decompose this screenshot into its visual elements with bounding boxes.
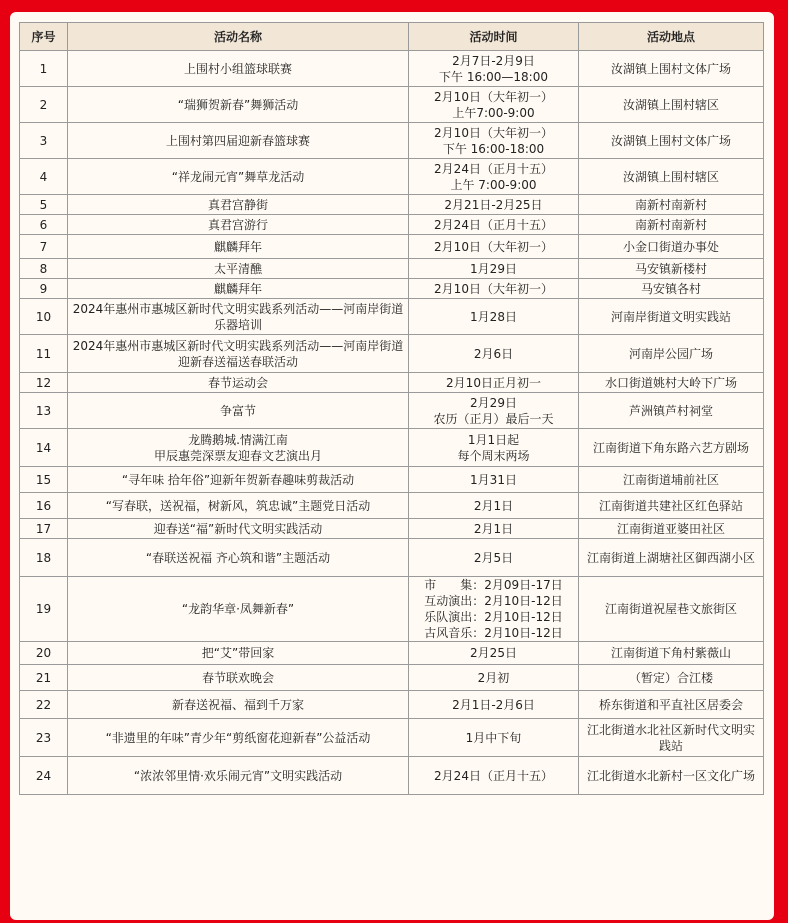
cell-time: 1月中下旬 (409, 719, 579, 757)
cell-place: 桥东街道和平直社区居委会 (579, 691, 764, 719)
cell-time: 2月7日-2月9日 下午 16:00—18:00 (409, 51, 579, 87)
cell-time: 2月21日-2月25日 (409, 195, 579, 215)
cell-place: 江北街道水北社区新时代文明实践站 (579, 719, 764, 757)
cell-place: 江南街道上湖塘社区御西湖小区 (579, 539, 764, 577)
cell-name: 麒麟拜年 (68, 279, 409, 299)
cell-no: 17 (20, 519, 68, 539)
header-place: 活动地点 (579, 23, 764, 51)
cell-time: 2月24日（正月十五） (409, 757, 579, 795)
cell-time: 2月25日 (409, 642, 579, 665)
cell-no: 18 (20, 539, 68, 577)
table-row (20, 195, 764, 215)
table-row (20, 123, 764, 159)
cell-no: 16 (20, 493, 68, 519)
cell-place: 江南街道埔前社区 (579, 467, 764, 493)
cell-time: 2月1日-2月6日 (409, 691, 579, 719)
cell-place: 汝湖镇上围村文体广场 (579, 123, 764, 159)
cell-name: “祥龙闹元宵”舞草龙活动 (68, 159, 409, 195)
cell-name: 龙腾鹅城.情满江南 甲辰惠莞深票友迎春文艺演出月 (68, 429, 409, 467)
table-row (20, 429, 764, 467)
cell-no: 8 (20, 259, 68, 279)
cell-place: 河南岸公园广场 (579, 335, 764, 373)
cell-place: 芦洲镇芦村祠堂 (579, 393, 764, 429)
table-row (20, 577, 764, 642)
cell-name: 把“艾”带回家 (68, 642, 409, 665)
cell-name: 争富节 (68, 393, 409, 429)
cell-name: 迎春送“福”新时代文明实践活动 (68, 519, 409, 539)
cell-no: 24 (20, 757, 68, 795)
cell-no: 20 (20, 642, 68, 665)
cell-place: （暂定）合江楼 (579, 665, 764, 691)
table-row (20, 467, 764, 493)
cell-time: 2月5日 (409, 539, 579, 577)
time-line: 古风音乐：2月10日-12日 (424, 626, 563, 640)
table-row (20, 373, 764, 393)
table-row (20, 691, 764, 719)
cell-place: 汝湖镇上围村辖区 (579, 159, 764, 195)
cell-name: “瑞狮贺新春”舞狮活动 (68, 87, 409, 123)
cell-time: 1月1日起 每个周末两场 (409, 429, 579, 467)
cell-name: 春节联欢晚会 (68, 665, 409, 691)
cell-place: 马安镇各村 (579, 279, 764, 299)
table-row (20, 519, 764, 539)
table-row (20, 493, 764, 519)
cell-time: 2月24日（正月十五） 上午 7:00-9:00 (409, 159, 579, 195)
cell-place: 江南街道祝屋巷文旅街区 (579, 577, 764, 642)
table-row (20, 335, 764, 373)
cell-no: 21 (20, 665, 68, 691)
table-row (20, 279, 764, 299)
cell-time (409, 577, 579, 642)
table-row (20, 757, 764, 795)
cell-name: 2024年惠州市惠城区新时代文明实践系列活动——河南岸街道乐器培训 (68, 299, 409, 335)
cell-place: 马安镇新楼村 (579, 259, 764, 279)
cell-no: 9 (20, 279, 68, 299)
cell-time: 2月24日（正月十五） (409, 215, 579, 235)
cell-time: 1月31日 (409, 467, 579, 493)
cell-name: 真君宫游行 (68, 215, 409, 235)
table-row (20, 87, 764, 123)
time-line: 互动演出：2月10日-12日 (424, 594, 563, 608)
cell-no: 10 (20, 299, 68, 335)
table-row (20, 51, 764, 87)
cell-no: 6 (20, 215, 68, 235)
cell-place: 小金口街道办事处 (579, 235, 764, 259)
cell-place: 水口街道姚村大岭下广场 (579, 373, 764, 393)
cell-no: 13 (20, 393, 68, 429)
cell-time: 2月29日 农历（正月）最后一天 (409, 393, 579, 429)
cell-no: 23 (20, 719, 68, 757)
cell-no: 14 (20, 429, 68, 467)
cell-no: 7 (20, 235, 68, 259)
cell-place: 汝湖镇上围村辖区 (579, 87, 764, 123)
header-name: 活动名称 (68, 23, 409, 51)
table-row (20, 299, 764, 335)
cell-time: 1月28日 (409, 299, 579, 335)
cell-time: 2月10日（大年初一） 上午7:00-9:00 (409, 87, 579, 123)
cell-time: 2月10日（大年初一） (409, 279, 579, 299)
table-row (20, 259, 764, 279)
table-card (10, 12, 774, 920)
cell-name: 2024年惠州市惠城区新时代文明实践系列活动——河南岸街道迎新春送福送春联活动 (68, 335, 409, 373)
header-no: 序号 (20, 23, 68, 51)
cell-place: 南新村南新村 (579, 215, 764, 235)
cell-time: 1月29日 (409, 259, 579, 279)
activity-table (19, 22, 764, 795)
cell-time: 2月1日 (409, 519, 579, 539)
cell-place: 汝湖镇上围村文体广场 (579, 51, 764, 87)
cell-name: “浓浓邻里情·欢乐闹元宵”文明实践活动 (68, 757, 409, 795)
cell-name: 上围村小组篮球联赛 (68, 51, 409, 87)
cell-place: 江南街道共建社区红色驿站 (579, 493, 764, 519)
cell-place: 江北街道水北新村一区文化广场 (579, 757, 764, 795)
cell-time: 2月10日（大年初一） (409, 235, 579, 259)
cell-name: 麒麟拜年 (68, 235, 409, 259)
table-row (20, 159, 764, 195)
cell-no: 5 (20, 195, 68, 215)
cell-no: 3 (20, 123, 68, 159)
cell-name: “龙韵华章·凤舞新春” (68, 577, 409, 642)
cell-name: 新春送祝福、福到千万家 (68, 691, 409, 719)
cell-name: “春联送祝福 齐心筑和谐”主题活动 (68, 539, 409, 577)
table-row (20, 642, 764, 665)
cell-time: 2月10日（大年初一） 下午 16:00-18:00 (409, 123, 579, 159)
cell-no: 22 (20, 691, 68, 719)
cell-no: 15 (20, 467, 68, 493)
cell-place: 江南街道下角东路六艺方剧场 (579, 429, 764, 467)
cell-time: 2月1日 (409, 493, 579, 519)
cell-no: 11 (20, 335, 68, 373)
table-body (20, 51, 764, 795)
cell-name: 太平清醮 (68, 259, 409, 279)
cell-place: 江南街道亚婆田社区 (579, 519, 764, 539)
cell-no: 2 (20, 87, 68, 123)
time-line: 市 集：2月09日-17日 (424, 578, 563, 592)
table-header-row (20, 23, 764, 51)
cell-no: 19 (20, 577, 68, 642)
table-row (20, 215, 764, 235)
table-row (20, 665, 764, 691)
cell-no: 12 (20, 373, 68, 393)
cell-place: 南新村南新村 (579, 195, 764, 215)
cell-time: 2月10日正月初一 (409, 373, 579, 393)
cell-time: 2月6日 (409, 335, 579, 373)
cell-no: 1 (20, 51, 68, 87)
table-row (20, 393, 764, 429)
cell-name: “非遗里的年味”青少年“剪纸窗花迎新春”公益活动 (68, 719, 409, 757)
table-row (20, 235, 764, 259)
cell-name: “写春联，送祝福，树新风，筑忠诚”主题党日活动 (68, 493, 409, 519)
cell-name: 春节运动会 (68, 373, 409, 393)
cell-name: “寻年味 拾年俗”迎新年贺新春趣味剪裁活动 (68, 467, 409, 493)
time-line: 乐队演出：2月10日-12日 (424, 610, 563, 624)
cell-time: 2月初 (409, 665, 579, 691)
cell-no: 4 (20, 159, 68, 195)
cell-name: 上围村第四届迎新春篮球赛 (68, 123, 409, 159)
cell-place: 河南岸街道文明实践站 (579, 299, 764, 335)
cell-place: 江南街道下角村紫薇山 (579, 642, 764, 665)
header-time: 活动时间 (409, 23, 579, 51)
table-row (20, 719, 764, 757)
cell-name: 真君宫静街 (68, 195, 409, 215)
table-row (20, 539, 764, 577)
